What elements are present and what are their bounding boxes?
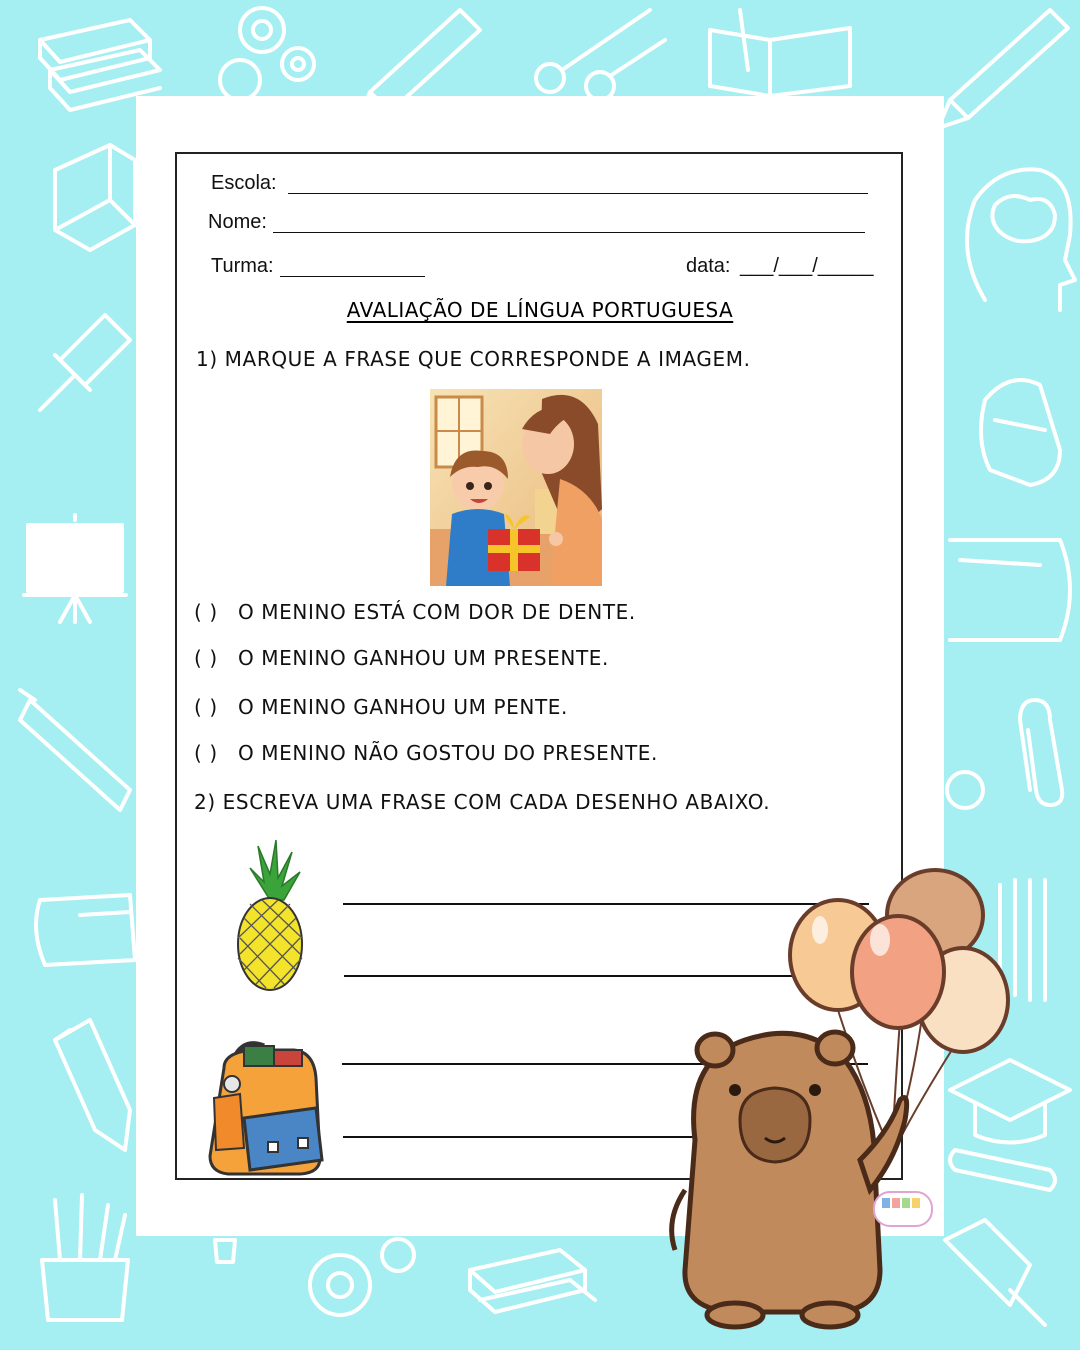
option-checkbox[interactable]: ( ) bbox=[194, 600, 218, 624]
head-brain-icon bbox=[967, 169, 1075, 310]
option-3[interactable] bbox=[194, 695, 568, 719]
option-text: O MENINO GANHOU UM PENTE. bbox=[238, 695, 568, 719]
scissors-icon bbox=[536, 10, 665, 100]
brand-logo bbox=[872, 1190, 934, 1228]
pineapple-icon bbox=[230, 838, 310, 994]
option-4[interactable] bbox=[194, 741, 658, 765]
question-2-prompt: 2) ESCREVA UMA FRASE COM CADA DESENHO ABAIXO. bbox=[194, 790, 771, 814]
pencil-case-icon bbox=[950, 540, 1070, 640]
paperclip-icon bbox=[1020, 700, 1062, 805]
pushpin-icon bbox=[40, 315, 130, 410]
turma-label: Turma: bbox=[211, 255, 274, 277]
lightbulb-icon bbox=[215, 1240, 235, 1262]
gears-icon bbox=[310, 1239, 414, 1315]
escola-label: Escola: bbox=[211, 172, 277, 194]
data-field[interactable]: ___/___/_____ bbox=[740, 255, 874, 277]
easel-board-icon bbox=[24, 515, 126, 622]
page-title bbox=[176, 298, 904, 322]
option-text: O MENINO ESTÁ COM DOR DE DENTE. bbox=[238, 600, 636, 624]
gears-icon bbox=[220, 8, 314, 100]
option-2[interactable] bbox=[194, 646, 609, 670]
option-1[interactable] bbox=[194, 600, 636, 624]
pencil-case-icon bbox=[36, 895, 135, 965]
pen-icon bbox=[20, 690, 130, 810]
option-checkbox[interactable]: ( ) bbox=[194, 646, 218, 670]
capybara-icon bbox=[665, 1020, 910, 1330]
option-text: O MENINO GANHOU UM PRESENTE. bbox=[238, 646, 609, 670]
pushpin-icon bbox=[945, 1220, 1045, 1325]
question-1-prompt: 1) MARQUE A FRASE QUE CORRESPONDE A IMAGEM. bbox=[196, 347, 751, 371]
option-checkbox[interactable]: ( ) bbox=[194, 741, 218, 765]
sharpener-icon bbox=[55, 145, 135, 250]
backpack-icon bbox=[981, 380, 1060, 485]
nome-field[interactable] bbox=[273, 232, 865, 233]
notebook-icon bbox=[710, 10, 850, 96]
pen-icon bbox=[938, 10, 1068, 128]
pencil-icon bbox=[55, 1020, 130, 1150]
nome-label: Nome: bbox=[208, 211, 267, 233]
school-backpack-icon bbox=[204, 1038, 328, 1178]
turma-field[interactable] bbox=[280, 276, 425, 277]
boy-gift-illustration bbox=[430, 389, 602, 586]
option-checkbox[interactable]: ( ) bbox=[194, 695, 218, 719]
books-icon bbox=[470, 1250, 595, 1312]
data-label: data: bbox=[686, 255, 731, 277]
page-title-text: AVALIAÇÃO DE LÍNGUA PORTUGUESA bbox=[346, 298, 734, 322]
pencil-cup-icon bbox=[42, 1195, 128, 1320]
option-text: O MENINO NÃO GOSTOU DO PRESENTE. bbox=[238, 741, 658, 765]
escola-field[interactable] bbox=[288, 193, 868, 194]
